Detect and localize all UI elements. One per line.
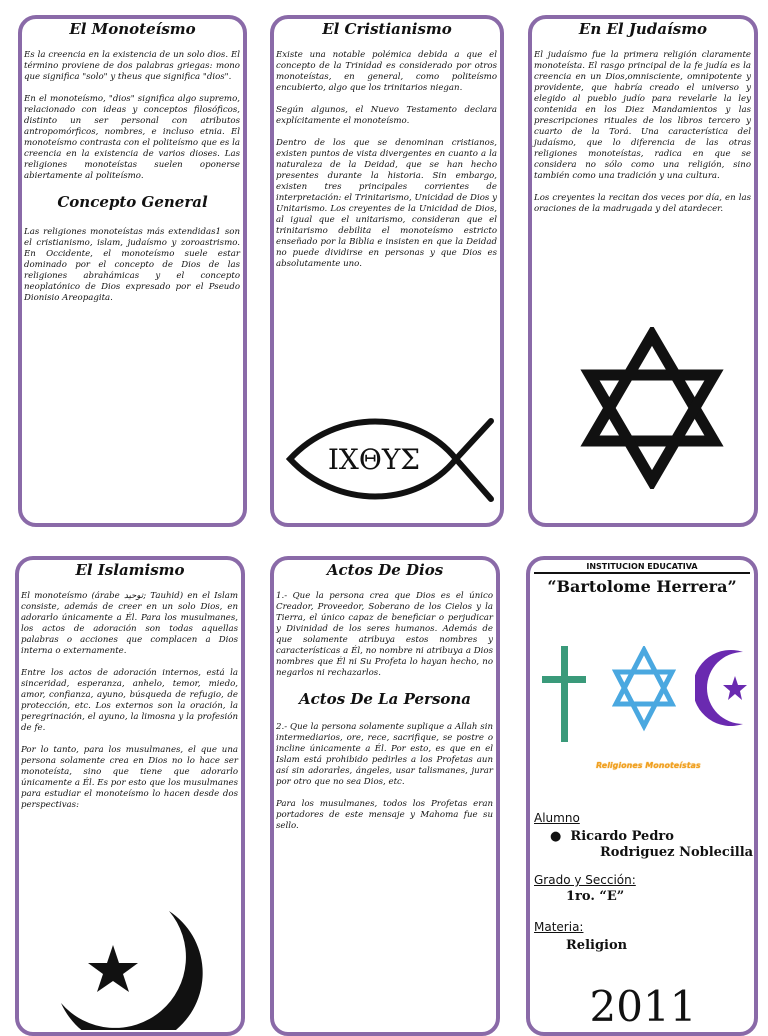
cristianismo-title: El Cristianismo <box>322 20 452 38</box>
year: 2011 <box>589 982 697 1031</box>
cristianismo-paragraph: Existe una notable polémica debida a que el concepto de la Trinidad es considerado por otros monoteístas, en general, como politeísmo encubierto, algo que los trinitarios niegan. <box>276 50 497 93</box>
alumno-label: Alumno <box>534 811 580 825</box>
panel-monoteismo <box>18 15 247 527</box>
judaismo-body <box>534 50 751 215</box>
cristianismo-body <box>276 50 497 270</box>
concept-body <box>24 227 240 304</box>
religiones-banner: Religiones Monoteístas <box>596 761 701 770</box>
student-name-first <box>550 829 754 844</box>
monoteismo-body <box>24 50 240 182</box>
concept-title: Concepto General <box>57 193 208 211</box>
panel-cover <box>526 556 758 1036</box>
cristianismo-paragraph: Dentro de los que se denominan cristianos, existen puntos de vista divergentes en cuanto a la naturaleza de la Deidad, que se han hecho presentes durante la historia. Sin embargo, existen tres principales corrientes de interpretación: el Trinitarismo, Unicidad de Dios y Unitarismo. Los creyentes de la Unicidad de Dios, al igual que el unitarismo, consideran que el trinitarismo debilita el monoteísmo estricto enseñado por la Biblia e insisten en que la Deidad no puede dividirse en personas y que Dios es absolutamente uno. <box>276 138 497 269</box>
concept-paragraph: Las religiones monoteístas más extendidas1 son el cristianismo, islam, judaísmo y zoroastrismo. En Occidente, el monoteísmo suele estar dominado por el concepto de Dios de las religiones abrahámicas y el concepto neoplatónico de Dios expresado por el Pseudo Dionisio Areopagita. <box>24 227 240 303</box>
panel-judaismo <box>528 15 758 527</box>
star-and-crescent-icon <box>51 905 216 1030</box>
actos-persona-body <box>276 722 493 832</box>
judaismo-title: En El Judaísmo <box>578 20 708 38</box>
bullet-icon: ● <box>550 829 571 844</box>
grado-label: Grado y Sección: <box>534 873 636 887</box>
islamismo-paragraph: Por lo tanto, para los musulmanes, el que una persona solamente crea en Dios no lo hace ser monoteísta, sino que tiene que adorarlo únicamente a Él. Es por esto que los musulmanes para estudiar el monoteísmo lo hacen desde dos perspectivas: <box>21 745 238 810</box>
institution-label: INSTITUCION EDUCATIVA <box>534 562 750 574</box>
cristianismo-paragraph: Según algunos, el Nuevo Testamento declara explícitamente el monoteísmo. <box>276 105 497 126</box>
actos-persona-paragraph: 2.- Que la persona solamente suplique a Allah sin intermediarios, ore, rece, sacrifique, se postre o incline únicamente a Él. Por esto, es que en el Islam está prohibido pedirles a los Profetas aun así sin adorarles, ángeles, usar talismanes, jurar por otro que no sea Dios, etc. <box>276 722 493 787</box>
judaismo-paragraph: Los creyentes la recitan dos veces por día, en las oraciones de la madrugada y del atardecer. <box>534 193 751 214</box>
grado-value: 1ro. “E” <box>566 889 625 904</box>
monoteismo-title: El Monoteísmo <box>69 20 196 38</box>
islamismo-body <box>21 591 238 811</box>
actos-dios-paragraph: 1.- Que la persona crea que Dios es el único Creador, Proveedor, Soberano de los Cielos y la Tierra, el único capaz de beneficiar o perjudicar y Divinidad de los seres humanos. Además de que solamente atribuya estos nombres y características a Él, no nombre ni atribuya a Dios nombres que Él ni Su Profeta lo hayan hecho, no negarlos ni rechazarlos. <box>276 591 493 678</box>
islamismo-paragraph: El monoteísmo (árabe توحيد; Tauhid) en el Islam consiste, además de creer en un solo Dios, en adorarlo únicamente a Él. Para los musulmanes, los actos de adoración son todas aquellas palabras o acciones que complacen a Dios interna o externamente. <box>21 591 238 656</box>
actos-persona-title: Actos De La Persona <box>298 690 472 708</box>
latin-cross-icon <box>542 646 588 746</box>
ichthys-fish-icon <box>286 399 498 509</box>
star-of-david-icon <box>580 327 724 489</box>
actos-dios-body <box>276 591 493 679</box>
materia-label: Materia: <box>534 920 584 934</box>
islamismo-title: El Islamismo <box>75 561 185 579</box>
actos-dios-title: Actos De Dios <box>326 561 444 579</box>
panel-cristianismo <box>270 15 504 527</box>
purple-crescent-icon <box>695 646 755 730</box>
monoteismo-paragraph: En el monoteísmo, "dios" significa algo supremo, relacionado con ideas y conceptos filosóficos, distinto un ser personal con atributos antropomórficos, nombres, e incluso etnia. El monoteísmo contrasta con el politeísmo que es la creencia en la existencia de varios dioses. Las religiones monoteístas suelen oponerse abiertamente al politeísmo. <box>24 94 240 181</box>
materia-value: Religion <box>566 938 628 953</box>
ichthys-text: ΙΧΘΥΣ <box>327 443 421 476</box>
panel-actos <box>270 556 500 1036</box>
panel-islamismo <box>15 556 245 1036</box>
monoteismo-paragraph: Es la creencia en la existencia de un solo dios. El término proviene de dos palabras griegas: mono que significa "solo" y theus que significa "dios". <box>24 50 240 82</box>
islamismo-paragraph: Entre los actos de adoración internos, está la sinceridad, esperanza, anhelo, temor, miedo, amor, confianza, ayuno, búsqueda de refugio, de protección, etc. Los externos son la oración, la peregrinación, el ayuno, la limosna y la profesión de fe. <box>21 668 238 733</box>
school-name: “Bartolome Herrera” <box>547 577 737 596</box>
student-first: Ricardo Pedro <box>570 829 674 844</box>
blue-star-of-david-icon <box>612 646 676 732</box>
actos-persona-paragraph: Para los musulmanes, todos los Profetas eran portadores de este mensaje y Mahoma fue su sello. <box>276 799 493 831</box>
judaismo-paragraph: El judaísmo fue la primera religión claramente monoteísta. El rasgo principal de la fe judía es la creencia en un Dios,omnisciente, omnipotente y providente, que habría creado el universo y elegido al pueblo judío para revelarle la ley contenida en los Diez Mandamientos y las prescripciones rituales de los libros tercero y cuarto de la Torá. Una característica del judaísmo, que lo diferencia de las otras religiones monoteístas, radica en que se considera no sólo como una religión, sino también como una tradición y una cultura. <box>534 50 751 181</box>
student-last: Rodriguez Noblecilla <box>600 845 754 860</box>
